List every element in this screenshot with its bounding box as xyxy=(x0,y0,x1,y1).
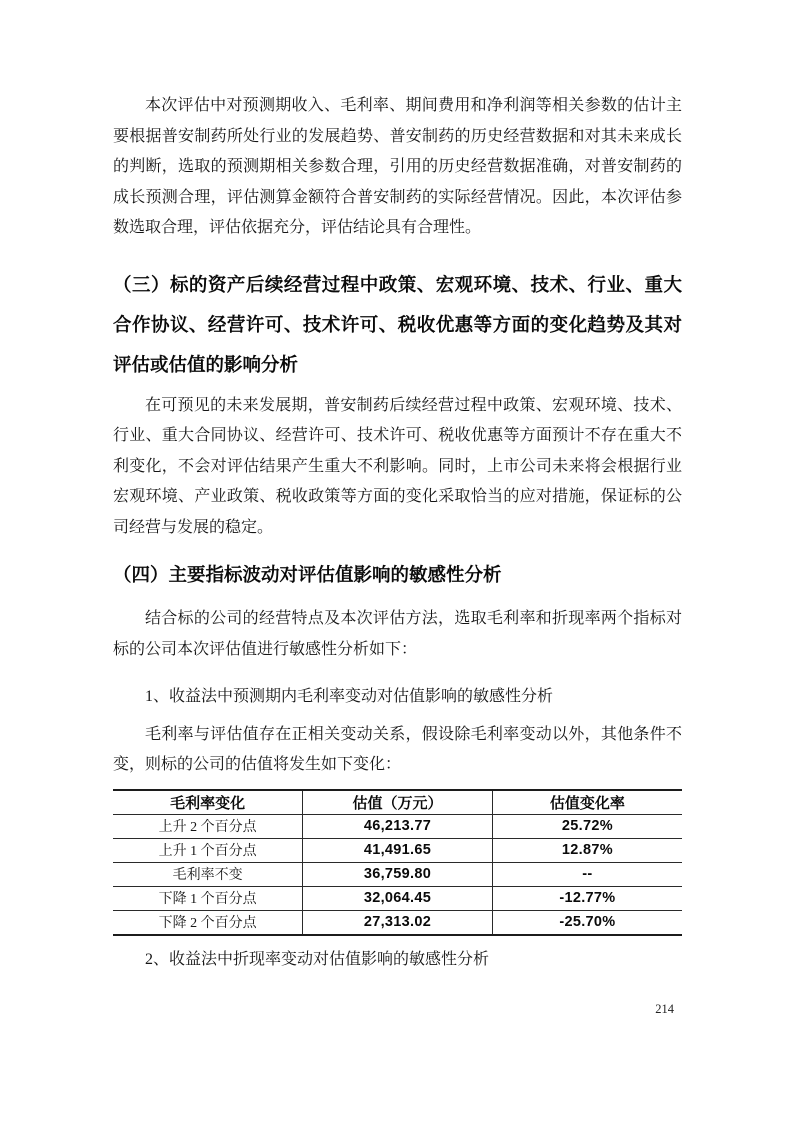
table-cell: 下降 2 个百分点 xyxy=(158,916,257,931)
item-1-paragraph: 毛利率与评估值存在正相关变动关系，假设除毛利率变动以外，其他条件不变，则标的公司的估值将发生如下变化： xyxy=(113,725,682,773)
table-cell: 36,759.80 xyxy=(303,862,493,886)
table-cell: 12.87% xyxy=(492,838,682,862)
table-cell: 上升 2 个百分点 xyxy=(113,814,303,838)
table-header-row xyxy=(113,790,682,815)
sensitivity-table-body xyxy=(113,814,682,935)
column-header-margin-change: 毛利率变化 xyxy=(113,790,303,815)
column-header-valuation: 估值（万元） xyxy=(303,790,493,815)
page-content xyxy=(113,0,682,975)
table-cell: 25.72% xyxy=(492,814,682,838)
table-cell: -- xyxy=(492,862,682,886)
table-cell: 41,491.65 xyxy=(303,838,493,862)
table-cell: -25.70% xyxy=(492,910,682,935)
table-cell: 32,064.45 xyxy=(303,886,493,910)
table-row xyxy=(113,862,682,886)
section-3-paragraph: 在可预见的未来发展期，普安制药后续经营过程中政策、宏观环境、技术、行业、重大合同协议、经营许可、技术许可、税收优惠等方面预计不存在重大不利变化，不会对评估结果产生重大不利影响。同时，上市公司未来将会根据行业宏观环境、产业政策、税收政策等方面的变化采取恰当的应对措施，保证标的公司经营与发展的稳定。 xyxy=(113,396,682,536)
table-cell: 上升 1 个百分点 xyxy=(113,838,303,862)
table-cell: -12.77% xyxy=(492,886,682,910)
table-row xyxy=(113,910,682,935)
item-2-title: 2、收益法中折现率变动对估值影响的敏感性分析 xyxy=(145,950,490,968)
intro-paragraph: 本次评估中对预测期收入、毛利率、期间费用和净利润等相关参数的估计主要根据普安制药所处行业的发展趋势、普安制药的历史经营数据和对其未来成长的判断，选取的预测期相关参数合理，引用的历史经营数据准确，对普安制药的成长预测合理，评估测算金额符合普安制药的实际经营情况。因此，本次评估参数选取合理，评估依据充分，评估结论具有合理性。 xyxy=(113,97,682,236)
column-header-change-rate: 估值变化率 xyxy=(492,790,682,815)
section-4-heading: （四）主要指标波动对评估值影响的敏感性分析 xyxy=(113,564,502,585)
table-row xyxy=(113,814,682,838)
page-number: 214 xyxy=(655,1002,674,1016)
table-row xyxy=(113,838,682,862)
section-4-intro-paragraph: 结合标的公司的经营特点及本次评估方法，选取毛利率和折现率两个指标对标的公司本次评估值进行敏感性分析如下： xyxy=(113,610,682,658)
sensitivity-table-header xyxy=(113,790,682,815)
table-cell: 27,313.02 xyxy=(303,910,493,935)
table-cell: 46,213.77 xyxy=(303,814,493,838)
section-3-heading: （三）标的资产后续经营过程中政策、宏观环境、技术、行业、重大合作协议、经营许可、技术许可、税收优惠等方面的变化趋势及其对评估或估值的影响分析 xyxy=(113,273,682,375)
table-cell: 毛利率不变 xyxy=(113,862,303,886)
sensitivity-table xyxy=(113,789,682,936)
item-1-title: 1、收益法中预测期内毛利率变动对估值影响的敏感性分析 xyxy=(145,688,554,705)
table-row xyxy=(113,886,682,910)
table-cell: 下降 1 个百分点 xyxy=(113,886,303,910)
